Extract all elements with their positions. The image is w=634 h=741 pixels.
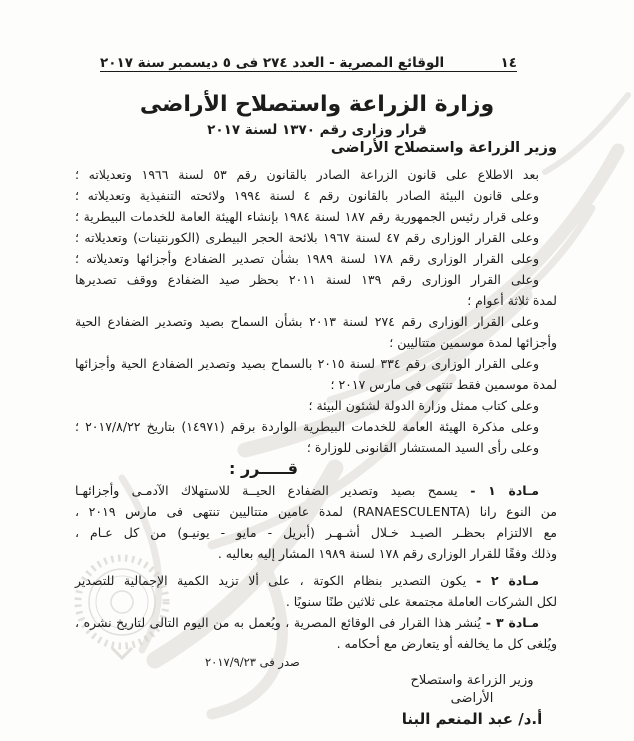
page-header xyxy=(100,45,517,71)
decree-body xyxy=(75,164,557,729)
decree-number-title: قرار وزارى رقم ١٣٧٠ لسنة ٢٠١٧ xyxy=(207,122,427,138)
body-line: وعلى كتاب ممثل وزارة الدولة لشئون البيئة ؛ xyxy=(308,398,539,413)
body-line: وذلك وفقًا للقرار الوزارى رقم ١٧٨ لسنة ١٩٨٩ المشار إليه بعاليه . xyxy=(217,546,557,561)
body-line: من النوع رانا (RANAESCULENTA) لمدة عامين متتاليين تنتهى فى مارس ٢٠١٩ ، xyxy=(75,504,557,519)
body-line: مـادة ٢ - يكون التصدير بنظام الكوتة ، على ألا تزيد الكمية الإجمالية للتصدير xyxy=(75,573,539,588)
signature-name: أ.د/ عبد المنعم البنا xyxy=(401,710,543,728)
body-line: وعلى القرار الوزارى رقم ٣٣٤ لسنة ٢٠١٥ بالسماح بصيد وتصدير الضفادع الحية وأجزائها xyxy=(75,356,539,371)
body-line: مع الالتزام بحظـر الصيـد خـلال أشـهـر (أبريل - مايو - يونيـو) من كل عـام ، xyxy=(75,525,557,540)
body-line: لمدة موسمين فقط تنتهى فى مارس ٢٠١٧ ؛ xyxy=(330,377,557,392)
body-line: وعلى رأى السيد المستشار القانونى للوزارة ؛ xyxy=(306,440,539,455)
body-line: مـادة ١ - يسمح بصيد وتصدير الضفادع الحيــة للاستهلاك الآدمـى وأجزائهـا xyxy=(75,483,539,498)
body-line: وعلى مذكرة الهيئة العامة للخدمات البيطرية الواردة برقم (١٤٩٧١) بتاريخ ٢٠١٧/٨/٢٢ ؛ xyxy=(75,419,540,434)
issuer-heading: وزير الزراعة واستصلاح الأراضى xyxy=(330,140,557,156)
article-label: مـادة ٢ - xyxy=(466,573,539,588)
body-line: وعلى القرار الوزارى رقم ١٧٨ لسنة ١٩٨٩ بشأن تصدير الضفادع وأجزائها وتعديلاته ؛ xyxy=(75,251,539,266)
body-line: وأجزائها لمدة موسمين متتاليين ؛ xyxy=(389,335,557,350)
article-lines xyxy=(75,480,557,654)
body-line: وعلى قرار رئيس الجمهورية رقم ١٨٧ لسنة ١٩٨٤ بإنشاء الهيئة العامة للخدمات البيطرية ؛ xyxy=(75,209,539,224)
body-line: ويُلغى كل ما يخالفه أو يتعارض مع أحكامه . xyxy=(336,636,557,651)
body-line: وعلى القرار الوزارى رقم ٤٧ لسنة ١٩٦٧ بلائحة الحجر البيطرى (الكورنتينات) وتعديلاته ؛ xyxy=(75,230,539,245)
article-label: مـادة ٣ - xyxy=(480,615,539,630)
ministry-title: وزارة الزراعة واستصلاح الأراضى xyxy=(139,92,495,117)
body-line: وعلى القرار الوزارى رقم ٢٧٤ لسنة ٢٠١٣ بشأن السماح بصيد وتصدير الضفادع الحية xyxy=(75,314,539,329)
signature-title: وزير الزراعة واستصلاح الأراضى xyxy=(410,673,534,706)
issued-date-text: صدر فى ٢٠١٧/٩/٢٣ xyxy=(205,655,300,669)
body-line: بعد الاطلاع على قانون الزراعة الصادر بالقانون رقم ٥٣ لسنة ١٩٦٦ وتعديلاته ؛ xyxy=(75,167,539,182)
decision-heading xyxy=(75,458,557,480)
body-line: مـادة ٣ - يُنشر هذا القرار فى الوقائع المصرية ، ويُعمل به من اليوم التالى لتاريخ نشره ، xyxy=(75,615,539,630)
decision-heading-text: قـــــرر : xyxy=(229,459,298,478)
issued-date-line xyxy=(75,654,557,670)
body-line: لكل الشركات العاملة مجتمعة على ثلاثين طنًا سنويًا . xyxy=(285,594,557,609)
body-line: وعلى قانون البيئة الصادر بالقانون رقم ٤ لسنة ١٩٩٤ ولائحته التنفيذية وتعديلاته ؛ xyxy=(75,188,539,203)
preamble-lines xyxy=(75,164,557,458)
header-issue-line: الوقائع المصرية - العدد ٢٧٤ فى ٥ ديسمبر سنة ٢٠١٧ xyxy=(100,55,445,71)
body-line: لمدة ثلاثة أعوام ؛ xyxy=(467,293,557,308)
header-rule xyxy=(100,71,517,72)
signature-block xyxy=(387,672,557,729)
body-line: وعلى القرار الوزارى رقم ١٣٩ لسنة ٢٠١١ بحظر صيد الضفادع ووقف تصديرها xyxy=(75,272,540,287)
page-number: ١٤ xyxy=(500,55,517,71)
article-label: مـادة ١ - xyxy=(457,483,539,498)
